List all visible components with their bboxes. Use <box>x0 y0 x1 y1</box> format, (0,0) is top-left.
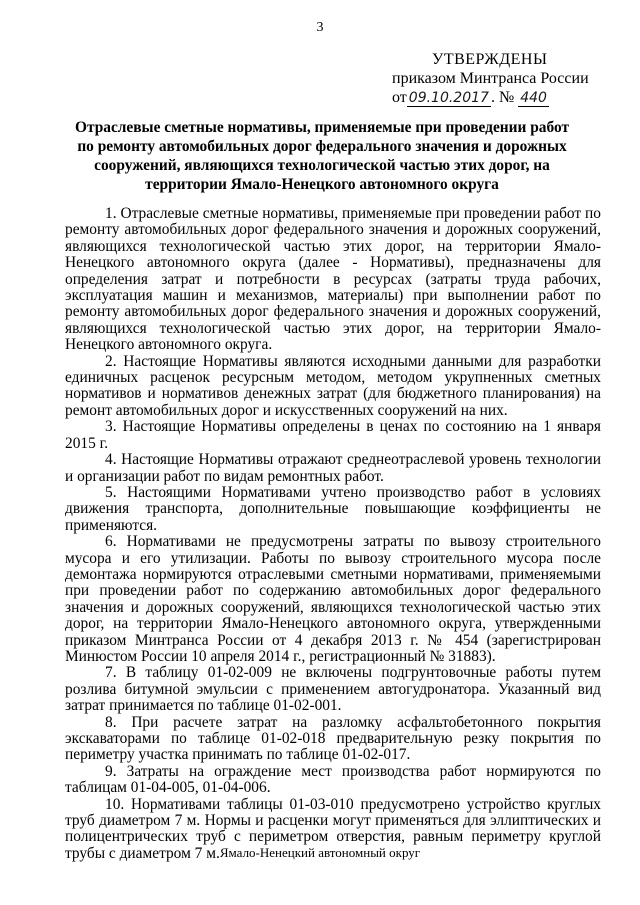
date-prefix: от <box>392 89 407 106</box>
page-footer: Ямало-Ненецкий автономный округ <box>219 845 421 860</box>
paragraph-6: 6. Нормативами не предусмотрены затраты по вывозу строительного мусора и его утилизации. Работы по вывозу строительного мусора после демонтажа нормируются отраслевыми сметными нормативами, применяемыми при проведении работ по содержанию автомобильных дорог федерального значения и дорожных сооружений, являющихся технологической частью этих дорог, на территории Ямало-Ненецкого автономного округа, утвержденными приказом Минтранса России от 4 декабря 2013 г. № 454 (зарегистрирован Минюстом России 10 апреля 2014 г., регистрационный № 31883). <box>65 533 601 665</box>
paragraph-1: 1. Отраслевые сметные нормативы, применяемые при проведении работ по ремонту автомобильных дорог федерального значения и дорожных сооружений, являющихся технологической частью этих дорог, на территории Ямало-Ненецкого автономного округа (далее - Нормативы), предназначены для определения затрат и потребности в ресурсах (затраты труда рабочих, эксплуатация машин и механизмов, материалы) при выполнении работ по ремонту автомобильных дорог федерального значения и дорожных сооружений, являющихся технологической частью этих дорог, на территории Ямало-Ненецкого автономного округа. <box>65 205 601 354</box>
document-title: Отраслевые сметные нормативы, применяемые при проведении работ по ремонту автомобильных дорог федерального значения и дорожных сооружений, являющихся технологической частью этих дорог, на территории Ямало-Ненецкого автономного округа <box>74 119 570 193</box>
page-number: 3 <box>316 20 324 35</box>
paragraph-7: 7. В таблицу 01-02-009 не включены подгрунтовочные работы путем розлива битумной эмульсии с применением автогудронатора. Указанный вид затрат принимается по таблице 01-02-001. <box>65 664 601 715</box>
approval-stamp <box>392 50 592 108</box>
approval-order-line: приказом Минтранса России <box>392 70 589 87</box>
approval-date-line <box>392 88 592 108</box>
approval-heading: УТВЕРЖДЕНЫ <box>432 51 548 68</box>
paragraph-8: 8. При расчете затрат на разломку асфальтобетонного покрытия экскаваторами по таблице 01-02-018 предварительную резку покрытия по периметру участка принимать по таблице 01-02-017. <box>65 713 601 764</box>
paragraph-5: 5. Настоящими Нормативами учтено производство работ в условиях движения транспорта, дополнительные повышающие коэффициенты не применяются. <box>65 483 601 534</box>
handwritten-number: 440 <box>520 90 547 106</box>
document-body <box>65 206 601 862</box>
paragraph-3: 3. Настоящие Нормативы определены в ценах по состоянию на 1 января 2015 г. <box>65 418 601 452</box>
number-prefix: . № <box>490 89 515 106</box>
paragraph-2: 2. Настоящие Нормативы являются исходными данными для разработки единичных расценок ресурсным методом, методом укрупненных сметных нормативов и нормативов денежных затрат (для бюджетного планирования) на ремонт автомобильных дорог и искусственных сооружений на них. <box>65 352 601 419</box>
paragraph-9: 9. Затраты на ограждение мест производства работ нормируются по таблицам 01-04-005, 01-04-006. <box>65 762 601 797</box>
paragraph-10: 10. Нормативами таблицы 01-03-010 предусмотрено устройство круглых труб диаметром 7 м. Нормы и расценки могут применяться для эллиптических и полицентрических труб с периметром отверстия, равным периметру круглой трубы с диаметром 7 м. <box>65 795 601 862</box>
paragraph-4: 4. Настоящие Нормативы отражают среднеотраслевой уровень технологии и организации работ по видам ремонтных работ. <box>65 451 601 485</box>
handwritten-date: 09.10.2017 <box>408 90 489 106</box>
